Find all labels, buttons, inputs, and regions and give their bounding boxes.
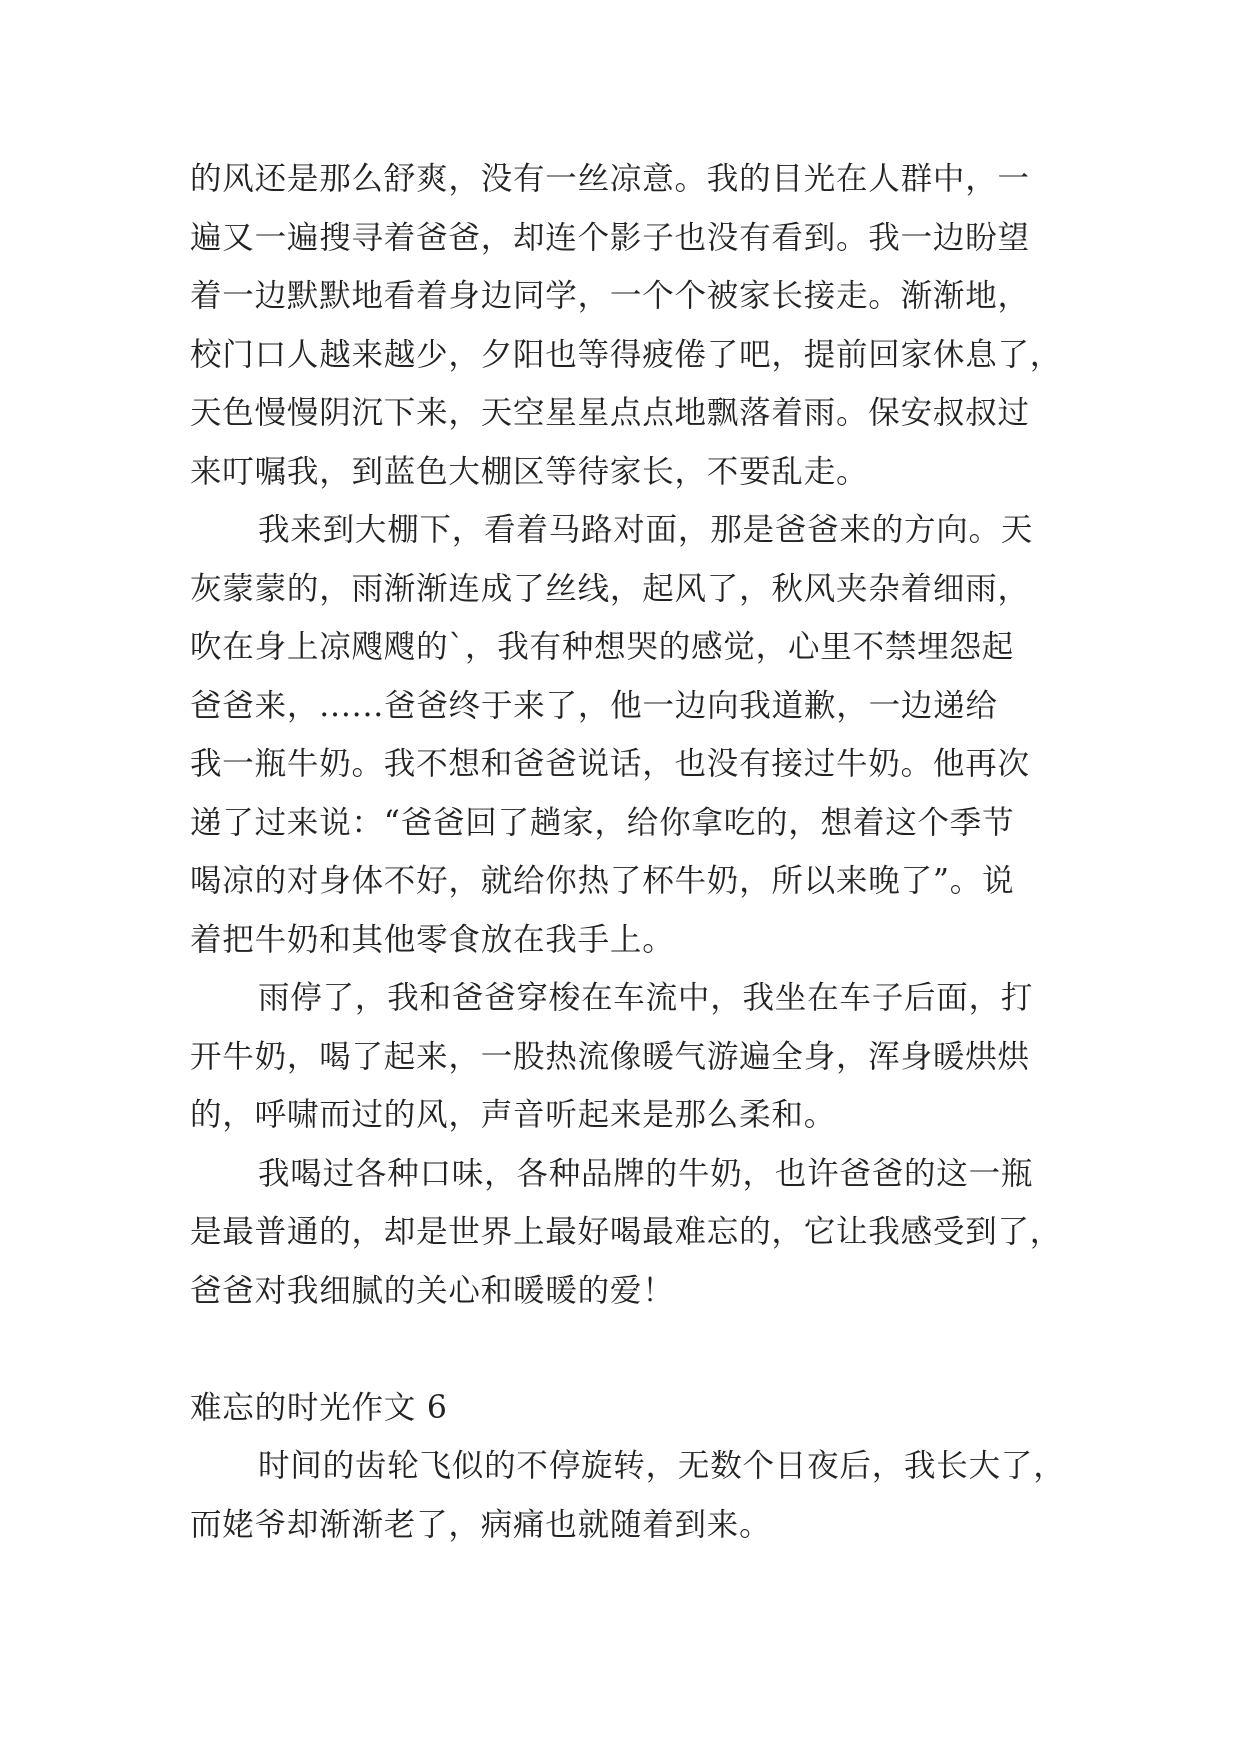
text-line: 吹在身上凉飕飕的`，我有种想哭的感觉，心里不禁埋怨起: [190, 629, 1015, 665]
text-line: 来叮嘱我，到蓝色大棚区等待家长，不要乱走。: [190, 453, 869, 490]
text-line: 灰蒙蒙的，雨渐渐连成了丝线，起风了，秋风夹杂着细雨，: [190, 570, 1030, 607]
text-line: 的风还是那么舒爽，没有一丝凉意。我的目光在人群中，一: [190, 161, 1030, 197]
text-line: 开牛奶，喝了起来，一股热流像暖气游遍全身，浑身暖烘烘: [190, 1038, 1030, 1075]
essay-body: [190, 150, 1066, 1554]
text-line: 喝凉的对身体不好，就给你热了杯牛奶，所以来晚了”。说: [190, 863, 1015, 899]
text-line: 的，呼啸而过的风，声音听起来是那么柔和。: [190, 1097, 837, 1133]
text-line: 遍又一遍搜寻着爸爸，却连个影子也没有看到。我一边盼望: [190, 219, 1030, 256]
text-line: 着把牛奶和其他零食放在我手上。: [190, 921, 675, 958]
paragraph-first-line: 时间的齿轮飞似的不停旋转，无数个日夜后，我长大了，: [258, 1448, 1066, 1484]
text-line: 而姥爷却渐渐老了，病痛也就随着到来。: [190, 1506, 772, 1543]
text-line: 着一边默默地看着身边同学，一个个被家长接走。渐渐地，: [190, 278, 1030, 314]
text-line: 天色慢慢阴沉下来，天空星星点点地飘落着雨。保安叔叔过: [190, 395, 1030, 431]
text-line: 是最普通的，却是世界上最好喝最难忘的，它让我感受到了，: [190, 1214, 1063, 1250]
text-line: 我一瓶牛奶。我不想和爸爸说话，也没有接过牛奶。他再次: [190, 746, 1030, 782]
paragraph-first-line: 我喝过各种口味，各种品牌的牛奶，也许爸爸的这一瓶: [258, 1155, 1034, 1192]
section-title: 难忘的时光作文 6: [190, 1389, 448, 1426]
text-line: 校门口人越来越少，夕阳也等得疲倦了吧，提前回家休息了，: [190, 336, 1063, 373]
paragraph-first-line: 雨停了，我和爸爸穿梭在车流中，我坐在车子后面，打: [258, 980, 1034, 1016]
text-line: 爸爸对我细腻的关心和暖暖的爱！: [190, 1272, 675, 1309]
paragraph-first-line: 我来到大棚下，看着马路对面，那是爸爸来的方向。天: [258, 512, 1034, 548]
text-line: 爸爸来，......爸爸终于来了，他一边向我道歉，一边递给: [190, 687, 998, 724]
text-line: 递了过来说：“爸爸回了趟家，给你拿吃的，想着这个季节: [190, 804, 1015, 841]
section-gap: [190, 1320, 1060, 1379]
